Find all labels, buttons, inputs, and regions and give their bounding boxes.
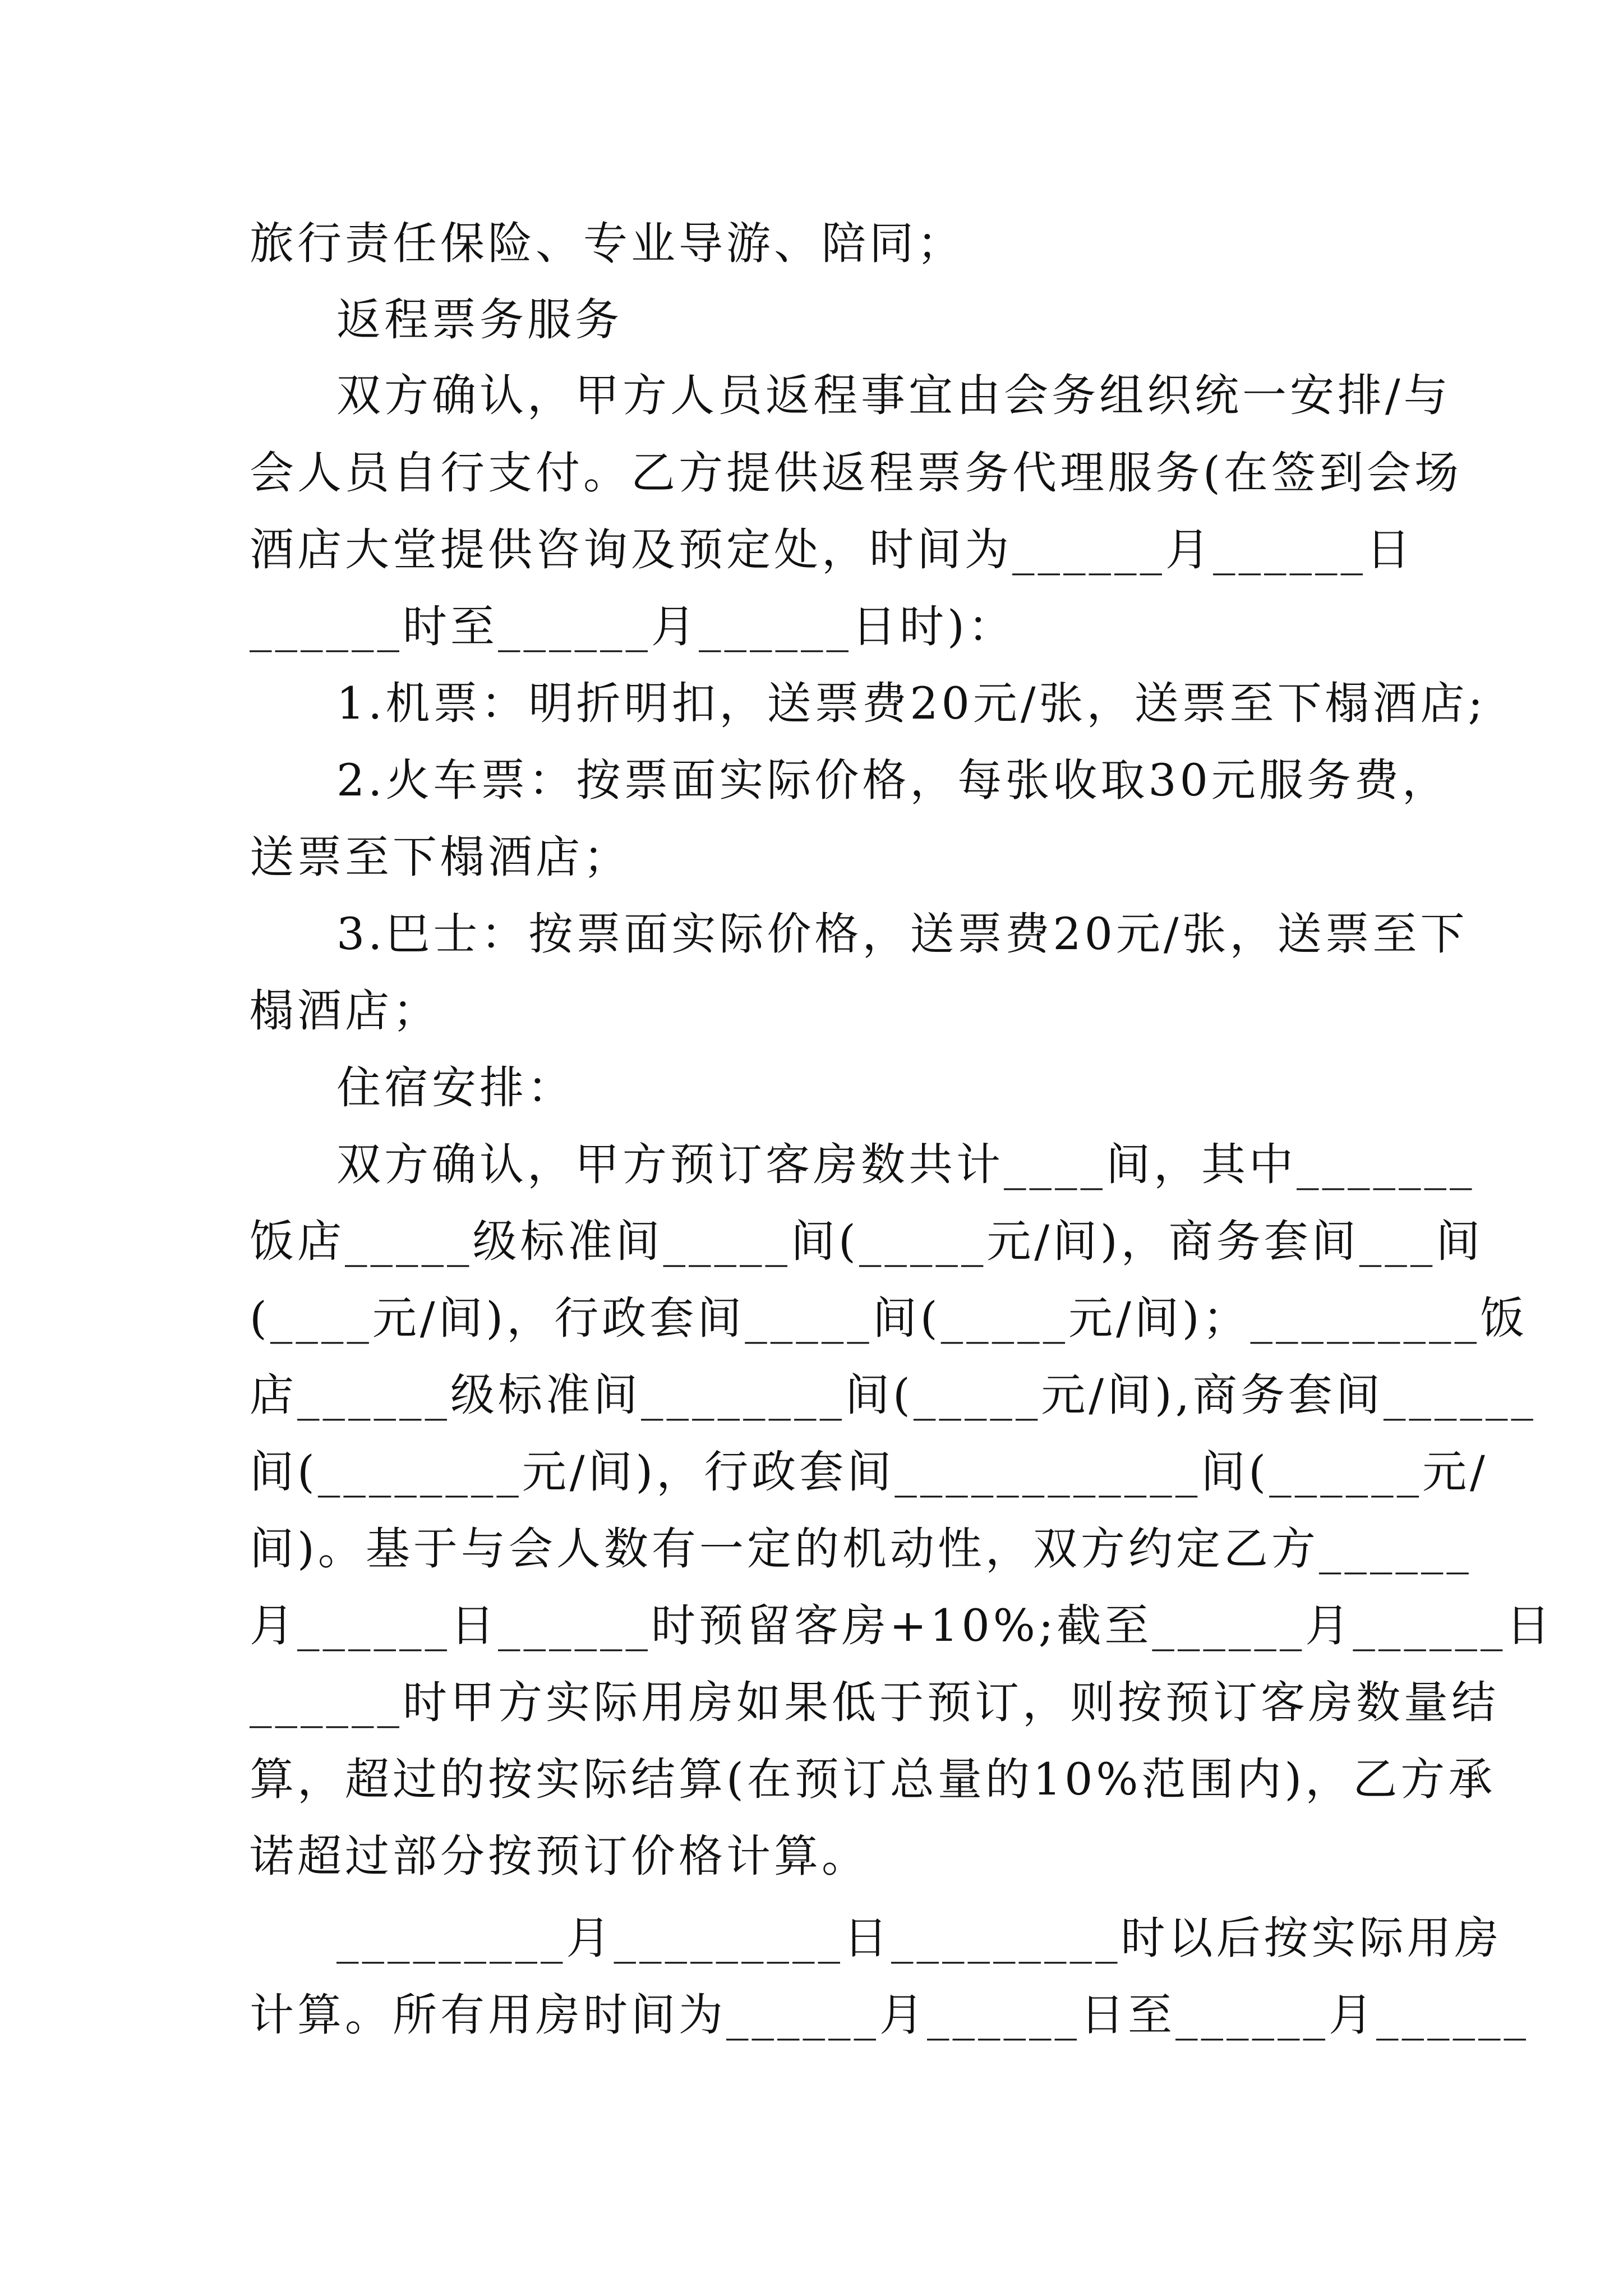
- list-item-bus-ticket: 3.巴士：按票面实际价格，送票费20元/张，送票至下: [336, 908, 1468, 960]
- text-line-3: 双方确认，甲方人员返程事宜由会务组织统一安排/与: [336, 370, 1451, 421]
- text-line-13: 双方确认，甲方预订客房数共计____间，其中_______: [336, 1139, 1476, 1190]
- text-line-1: 旅行责任保险、专业导游、陪同；: [250, 218, 965, 269]
- section-heading-accommodation: 住宿安排：: [336, 1062, 575, 1114]
- text-line-20: ______时甲方实际用房如果低于预订，则按预订客房数量结: [250, 1677, 1499, 1728]
- text-line-22: 诺超过部分按预订价格计算。: [250, 1830, 869, 1882]
- text-line-23: _________月_________日_________时以后按实际用房: [336, 1912, 1502, 1964]
- section-heading-return-tickets: 返程票务服务: [336, 294, 623, 346]
- text-line-14: 饭店_____级标准间_____间(_____元/间)，商务套间___间: [250, 1216, 1484, 1267]
- list-item-air-ticket: 1.机票：明折明扣，送票费20元/张，送票至下榻酒店;: [336, 678, 1487, 729]
- list-item-train-ticket: 2.火车票：按票面实际价格，每张收取30元服务费，: [336, 754, 1450, 806]
- text-line-16: 店______级标准间________间(_____元/间),商务套间______: [250, 1369, 1537, 1421]
- text-line-11: 榻酒店；: [250, 985, 440, 1037]
- text-line-19: 月______日______时预留客房+10%;截至______月______日: [250, 1600, 1554, 1651]
- text-line-17: 间(________元/间)，行政套间____________间(______元/: [250, 1446, 1488, 1498]
- text-line-21: 算，超过的按实际结算(在预订总量的10%范围内)，乙方承: [250, 1754, 1496, 1805]
- text-line-9: 送票至下榻酒店；: [250, 831, 631, 883]
- text-line-18: 间)。基于与会人数有一定的机动性，双方约定乙方______: [250, 1523, 1472, 1575]
- text-line-24: 计算。所有用房时间为______月______日至______月______: [250, 1989, 1529, 2041]
- text-line-6: ______时至______月______日时)：: [250, 601, 1016, 652]
- text-line-4: 会人员自行支付。乙方提供返程票务代理服务(在签到会场: [250, 447, 1462, 499]
- text-line-5: 酒店大堂提供咨询及预定处，时间为______月______日: [250, 524, 1414, 576]
- text-line-15: (____元/间)，行政套间_____间(_____元/间)；_________饭: [250, 1292, 1528, 1344]
